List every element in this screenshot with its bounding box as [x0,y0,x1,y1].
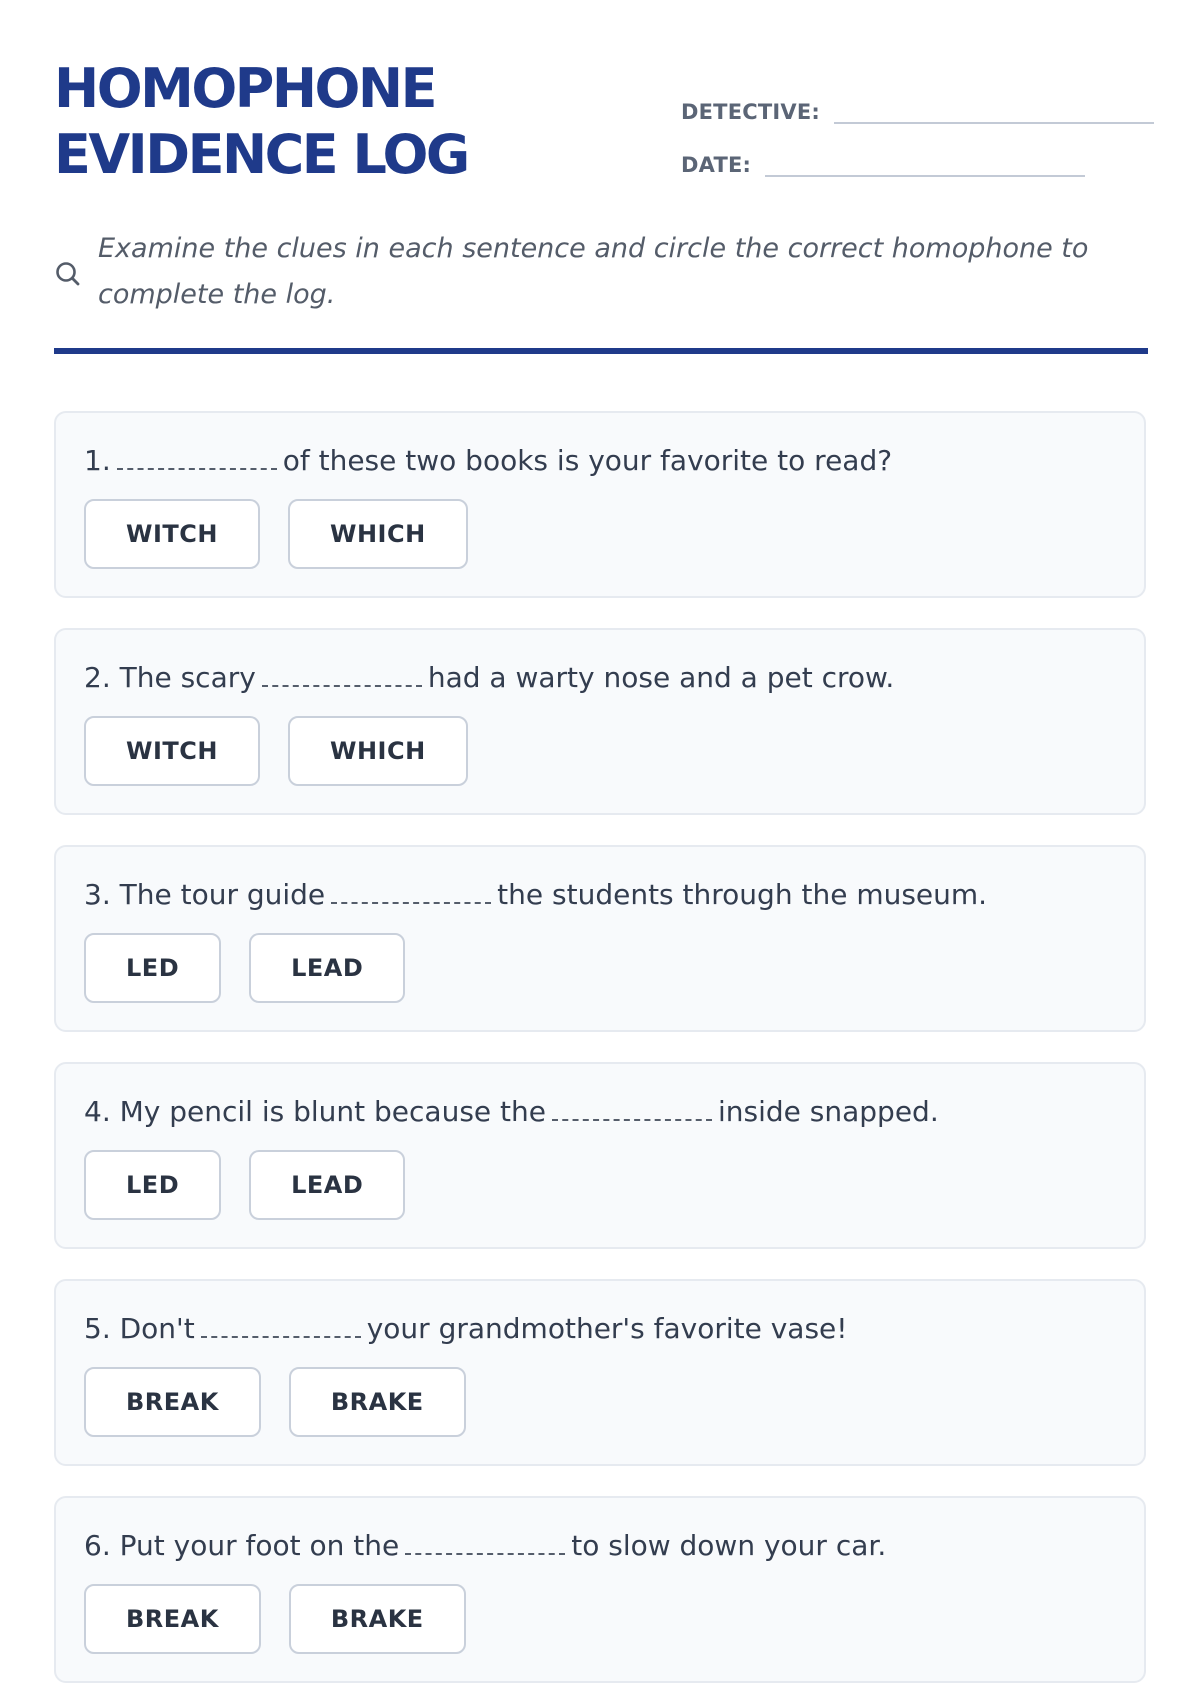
question-text [84,1311,848,1347]
answer-options [84,1584,466,1654]
title-line-2: EVIDENCE LOG [54,123,468,186]
answer-blank[interactable] [262,685,422,687]
option-button-which[interactable]: WHICH [288,499,468,569]
question-suffix: of these two books is your favorite to read? [282,444,893,477]
option-button-witch[interactable]: WITCH [84,499,260,569]
question-suffix: to slow down your car. [571,1529,887,1562]
answer-options [84,716,468,786]
question-prefix: 6. Put your foot on the [84,1529,400,1562]
question-text [84,1528,886,1564]
detective-label: DETECTIVE: [681,100,820,124]
date-line[interactable] [765,175,1085,177]
question-suffix: the students through the museum. [497,878,988,911]
answer-options [84,933,405,1003]
option-button-witch[interactable]: WITCH [84,716,260,786]
answer-options [84,1367,466,1437]
question-prefix: 2. The scary [84,661,256,694]
header [54,56,1148,196]
answer-options [84,1150,405,1220]
question-prefix: 4. My pencil is blunt because the [84,1095,546,1128]
option-button-led[interactable]: LED [84,933,221,1003]
option-button-which[interactable]: WHICH [288,716,468,786]
search-icon [54,260,82,288]
instructions-text: Examine the clues in each sentence and circle the correct homophone to complete the log. [98,233,1089,310]
instructions [54,226,1148,356]
option-button-lead[interactable]: LEAD [249,1150,405,1220]
question-suffix: had a warty nose and a pet crow. [427,661,895,694]
option-button-break[interactable]: BREAK [84,1584,261,1654]
question-card-3 [54,845,1146,1032]
option-button-brake[interactable]: BRAKE [289,1367,466,1437]
question-text [84,877,987,913]
option-button-led[interactable]: LED [84,1150,221,1220]
option-button-brake[interactable]: BRAKE [289,1584,466,1654]
question-prefix: 5. Don't [84,1312,195,1345]
detective-field[interactable] [681,100,1154,124]
date-label: DATE: [681,153,752,177]
question-card-4 [54,1062,1146,1249]
header-divider [54,348,1148,354]
question-card-5 [54,1279,1146,1466]
answer-options [84,499,468,569]
question-card-6 [54,1496,1146,1683]
question-prefix: 3. The tour guide [84,878,326,911]
question-card-1 [54,411,1146,598]
answer-blank[interactable] [552,1119,712,1121]
answer-blank[interactable] [117,468,277,470]
question-text [84,443,892,479]
page-title [54,56,468,188]
option-button-break[interactable]: BREAK [84,1367,261,1437]
question-suffix: inside snapped. [718,1095,939,1128]
question-card-2 [54,628,1146,815]
question-suffix: your grandmother's favorite vase! [366,1312,848,1345]
detective-line[interactable] [834,122,1154,124]
question-text [84,660,894,696]
date-field[interactable] [681,153,1085,177]
answer-blank[interactable] [201,1336,361,1338]
title-line-1: HOMOPHONE [54,57,435,120]
answer-blank[interactable] [331,902,491,904]
option-button-lead[interactable]: LEAD [249,933,405,1003]
question-prefix: 1. [84,444,111,477]
answer-blank[interactable] [405,1553,565,1555]
question-text [84,1094,939,1130]
